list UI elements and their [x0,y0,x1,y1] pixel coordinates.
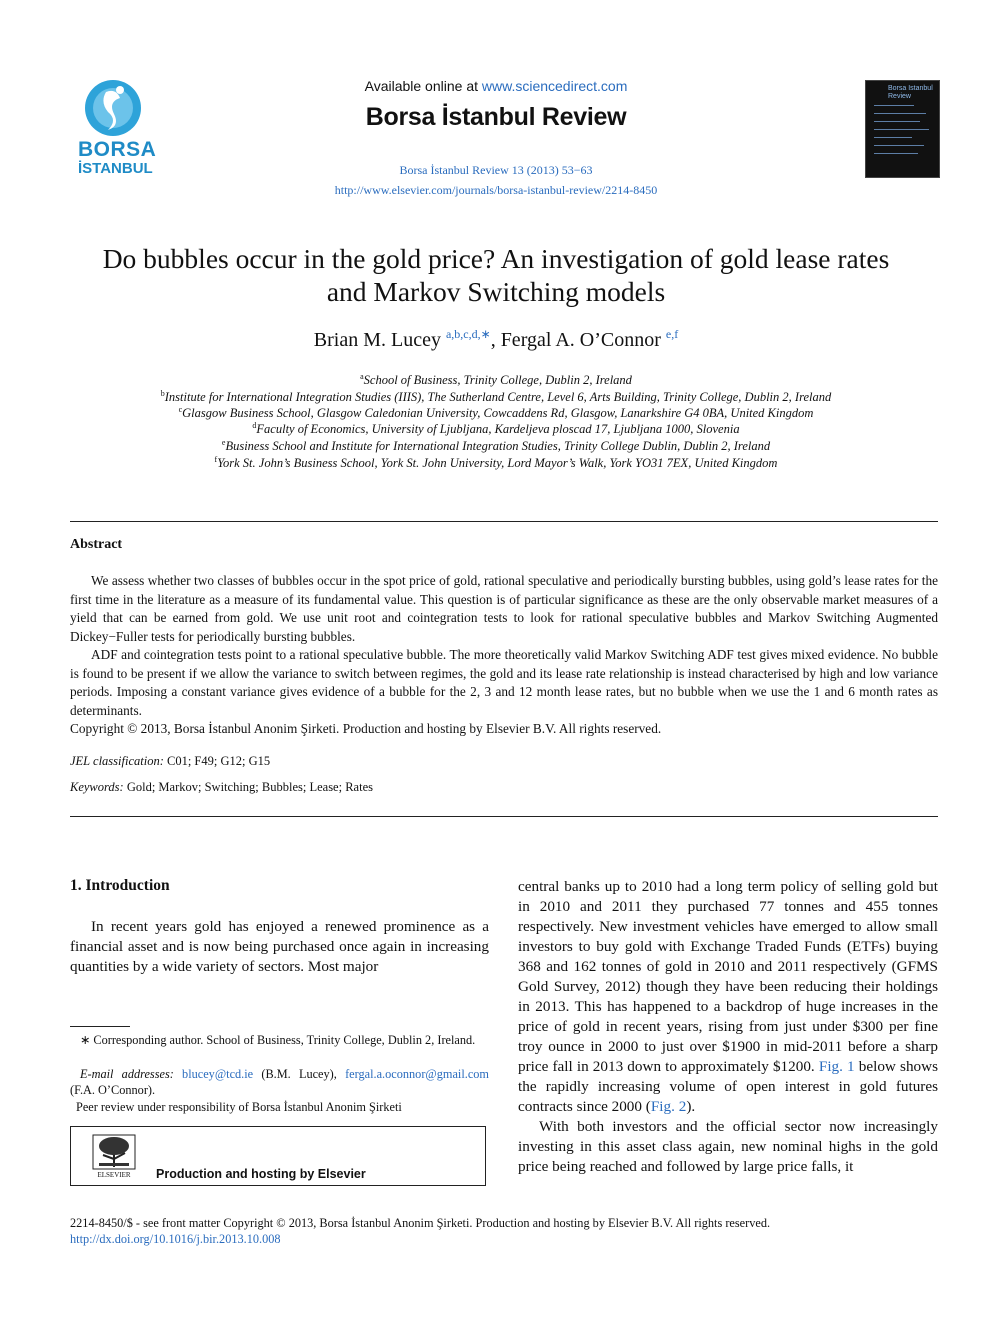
cover-title-2: Review [888,93,911,100]
logo-word-borsa: BORSA [78,138,157,161]
affiliation-f: $^f$York St. John’s Business School, York St. John University, Lord Mayor’s Walk, York YO31 7EX, United Kingdom [214,455,778,470]
left-column-text [70,917,489,977]
affiliation-b: $^b$Institute for International Integration Studies (IIIS), The Sutherland Centre, Level 6, Arts Building, Trinity College, Dublin 2, Ireland [160,389,832,404]
footnote-corresponding: ∗ Corresponding author. School of Business, Trinity College, Dublin 2, Ireland. [80,1033,476,1047]
journal-cover-thumbnail [865,80,940,178]
elsevier-logo-word: ELSEVIER [97,1171,131,1179]
journal-name: Borsa İstanbul Review [365,103,627,131]
sciencedirect-link[interactable]: www.sciencedirect.com [481,78,628,94]
affiliation-a: $^a$School of Business, Trinity College, Dublin 2, Ireland [360,372,632,387]
journal-url[interactable]: http://www.elsevier.com/journals/borsa-istanbul-review/2214-8450 [334,183,658,197]
abstract-heading: Abstract [70,537,123,552]
author-lucey: Brian M. Lucey [313,329,441,351]
abstract-copyright: Copyright © 2013, Borsa İstanbul Anonim Şirketi. Production and hosting by Elsevier B.V. All rights reserved. [70,721,662,736]
elsevier-box [70,1126,486,1186]
authors [0,327,992,352]
author-separator: , [490,329,496,351]
doi-link[interactable]: http://dx.doi.org/10.1016/j.bir.2013.10.008 [70,1232,281,1246]
email-oconnor[interactable]: fergal.a.oconnor@gmail.com [345,1067,489,1081]
affiliation-e: $^e$Business School and Institute for International Integration Studies, Trinity College Dublin, Dublin 2, Ireland [221,438,771,453]
author2-affil-marks[interactable]: e,f [665,327,679,341]
footnote-rule [70,1026,130,1027]
cover-title-1: Borsa Istanbul [888,85,933,92]
article-title [60,242,932,308]
intro-paragraph-right-2: With both investors and the official sector now increasingly investing in this asset class again, new nominal highs in the gold price being reached and followed by large price falls, it [518,1118,938,1175]
right-column-text [518,877,938,1177]
title-line-1: Do bubbles occur in the gold price? An investigation of gold lease rates [102,243,890,274]
abstract-body [70,572,938,739]
corresponding-star[interactable]: ∗ [480,327,491,341]
keywords: Keywords: Gold; Markov; Switching; Bubbles; Lease; Rates [70,780,373,794]
fig2-link[interactable]: Fig. 2 [650,1098,687,1115]
production-hosting-label: Production and hosting by Elsevier [156,1167,366,1181]
divider-bottom [70,816,938,817]
author1-affil-marks[interactable]: a,b,c,d, [445,327,481,341]
logo-word-istanbul: İSTANBUL [78,160,153,177]
author-oconnor: Fergal A. O’Connor [500,329,661,351]
available-prefix: Available online at [364,78,482,94]
affiliation-d: $^d$Faculty of Economics, University of Ljubljana, Kardeljeva ploscad 17, Ljubljana 1000, Slovenia [252,421,740,436]
divider-top [70,521,938,522]
footnote-peer-review: Peer review under responsibility of Borsa İstanbul Anonim Şirketi [76,1100,402,1114]
intro-paragraph-left: In recent years gold has enjoyed a renewed prominence as a financial asset and is now being purchased once again in increasing quantities by a wide variety of sectors. Most major [70,918,489,975]
abstract-paragraph-2: ADF and cointegration tests point to a rational speculative bubble. The more theoretically valid Markov Switching ADF test gives mixed evidence. No bubble is found to be present if we allow the variance to switch between regimes, the gold and its lease rate relationship is instead characterised by high and low variance periods. Imposing a constant variance gives evidence of a bubble for the 2, 3 and 12 month lease rates, but no bubble when we use the 1 and 6 month rates as determinants. [70,647,938,718]
available-online [0,78,992,94]
intro-paragraph-right-1: central banks up to 2010 had a long term policy of selling gold but in 2010 and 2011 they purchased 77 tonnes and 455 tonnes respectively. New investment vehicles have emerged to allow small investors to buy gold with Exchange Traded Funds (ETFs) buying 368 and 162 tonnes of gold in 2010 and 2011 respectively (GFMS Gold Survey, 2012) though they have been reducing their holdings in 2013. This has happened to a backdrop of huge increases in the price of gold in recent years, rising from just under $300 per fine troy ounce in 2000 to just over $1900 in mid-2011 before a sharp price fall in 2013 down to approximately $1200. Fig. 1 below shows the rapidly increasing volume of open interest in gold futures contracts since 2000 (Fig. 2). [518,878,939,1115]
section-heading: 1. Introduction [70,877,170,894]
footnote-emails: E-mail addresses: blucey@tcd.ie (B.M. Lucey), fergal.a.oconnor@gmail.com (F.A. O’Connor). [70,1067,489,1097]
abstract-paragraph-1: We assess whether two classes of bubbles occur in the spot price of gold, rational speculative and periodically bursting bubbles, using gold’s lease rates for the first time in the literature as a measure of its fundamental value. This question is of particular significance as these are the only observable market measures of a yield that can be earned from gold. We use unit root and cointegration tests to look for rational speculative bubbles and Markov Switching Augmented Dickey−Fuller tests for periodically bursting bubbles. [70,573,938,644]
journal-citation[interactable]: Borsa İstanbul Review 13 (2013) 53−63 [399,163,593,177]
jel-classification: JEL classification: C01; F49; G12; G15 [70,754,271,768]
issn-copyright-line: 2214-8450/$ - see front matter Copyright © 2013, Borsa İstanbul Anonim Şirketi. Production and hosting by Elsevier B.V. All rights reserved. [70,1216,771,1230]
affiliation-c: $^c$Glasgow Business School, Glasgow Caledonian University, Cowcaddens Rd, Glasgow, Lanarkshire G4 0BA, United Kingdom [178,405,814,420]
elsevier-tree-logo [91,1133,137,1179]
title-line-2: and Markov Switching models [326,276,666,307]
email-lucey[interactable]: blucey@tcd.ie [182,1067,254,1081]
fig1-link[interactable]: Fig. 1 [818,1058,855,1075]
